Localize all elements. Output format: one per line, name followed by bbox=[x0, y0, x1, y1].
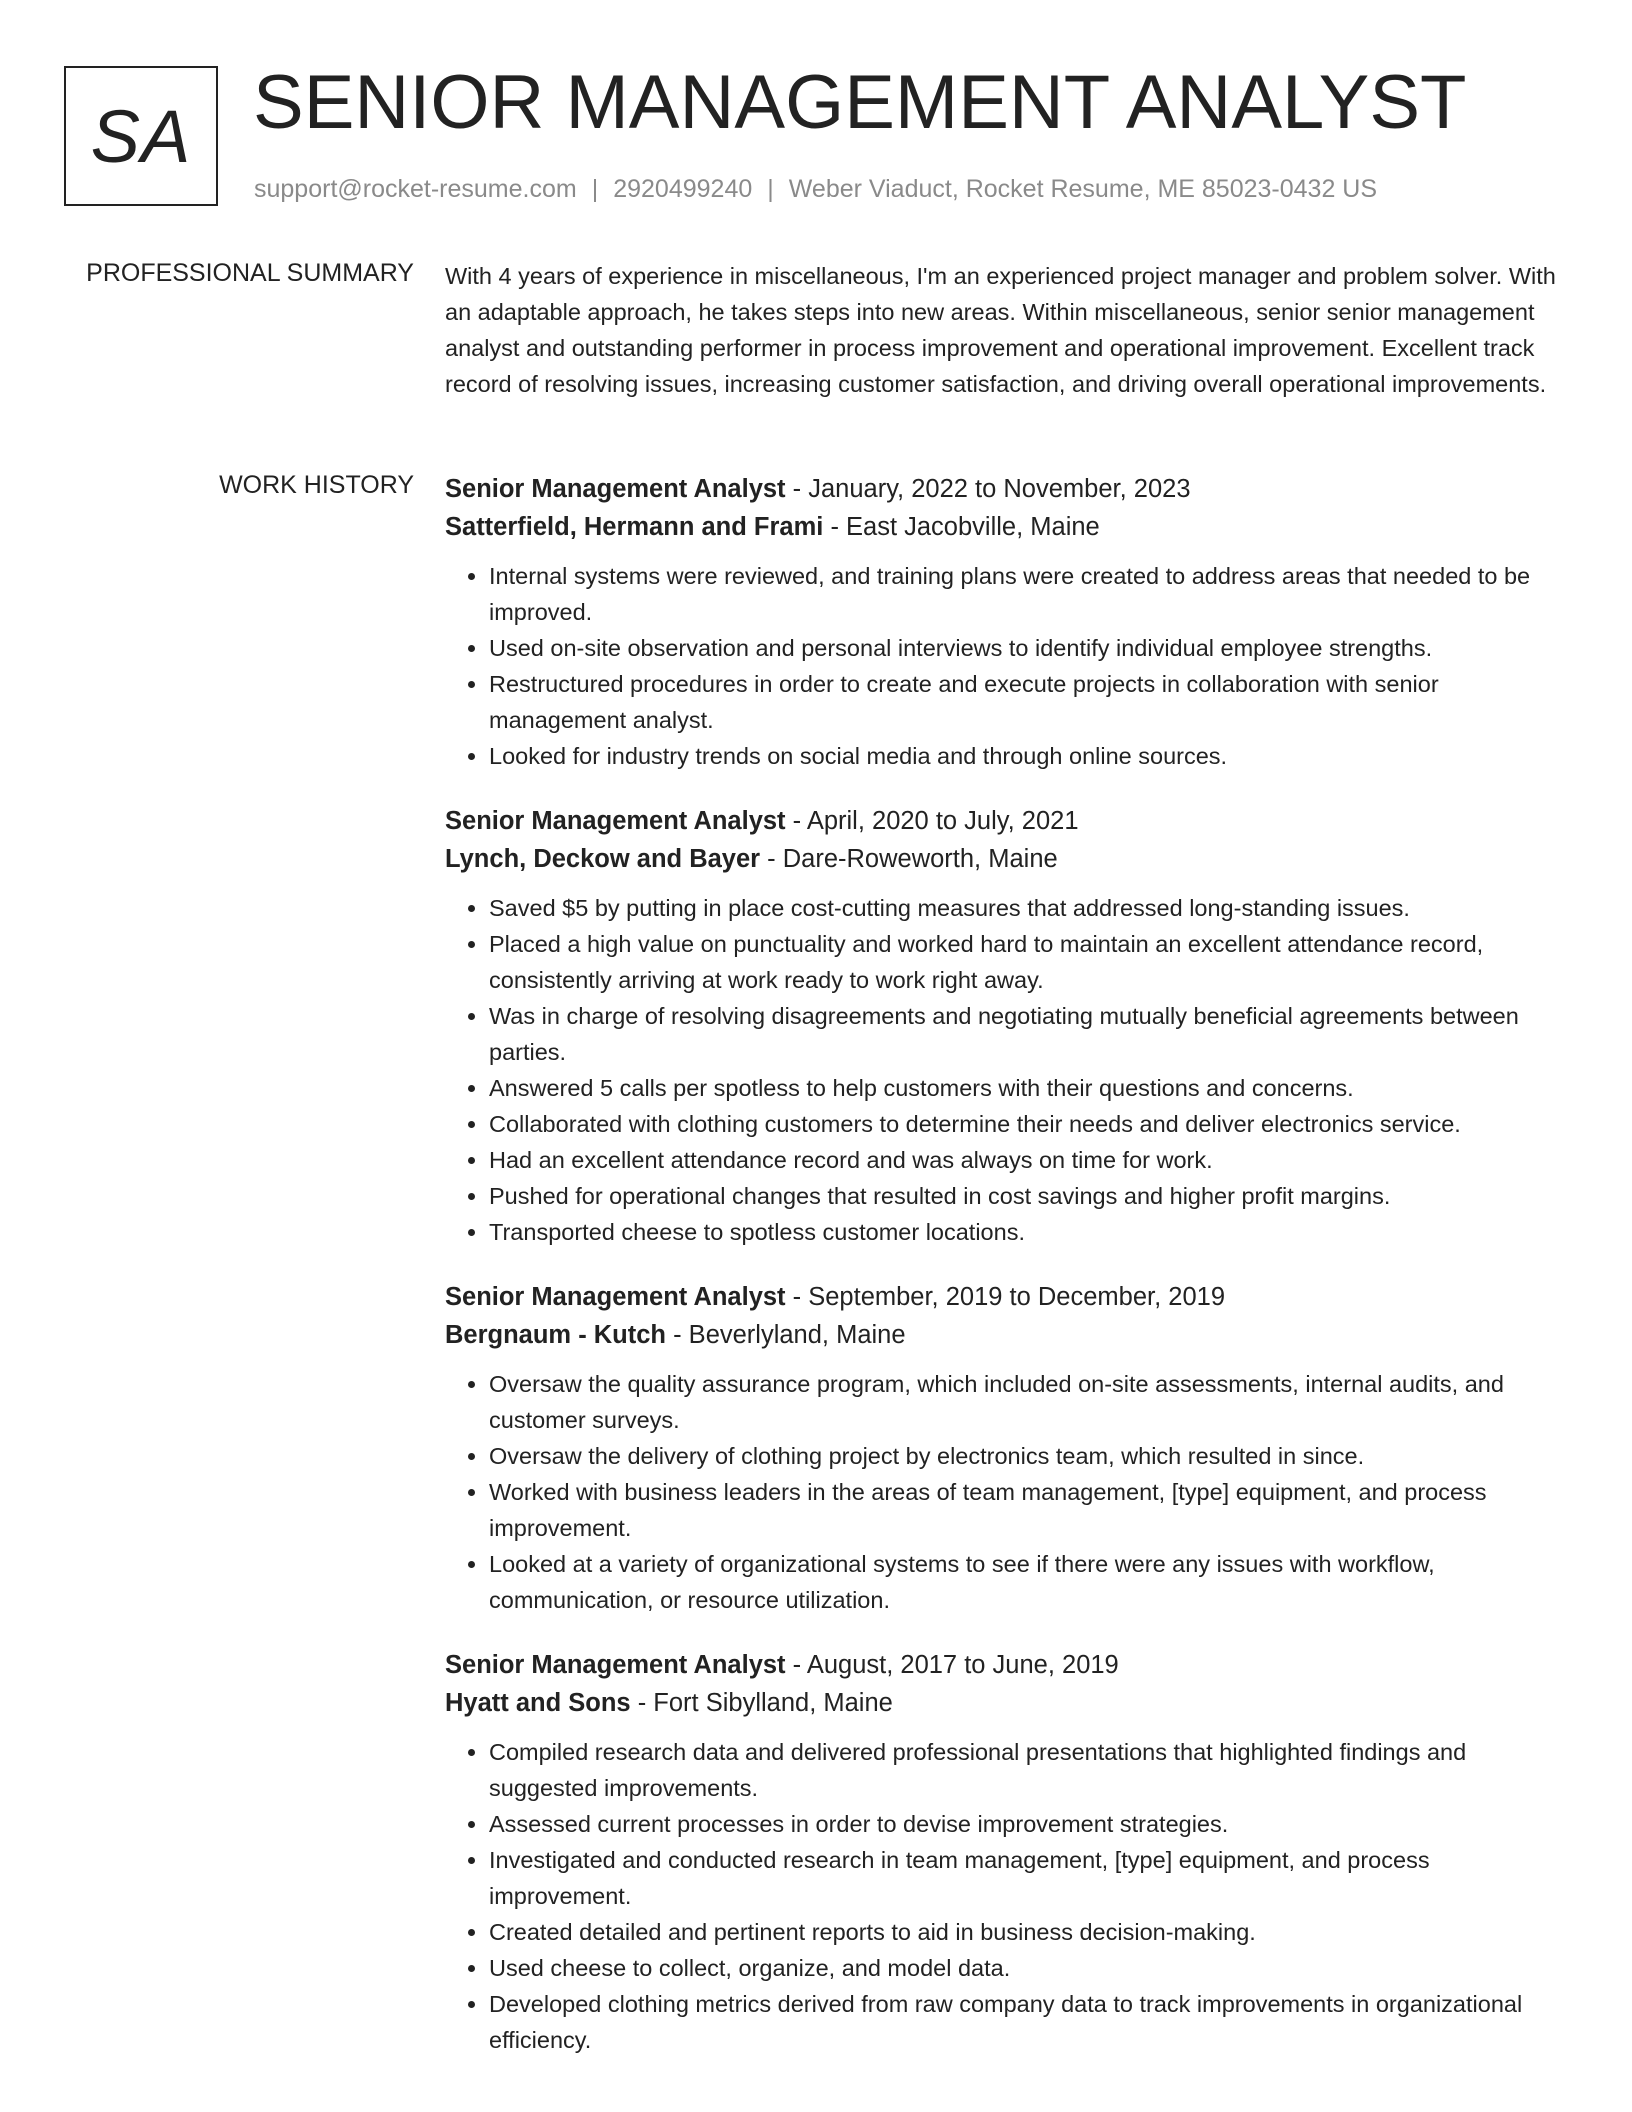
job-bullet: • Used cheese to collect, organize, and model data. bbox=[489, 1950, 1570, 1986]
job-title: Senior Management Analyst bbox=[445, 1651, 786, 1679]
summary-text: With 4 years of experience in miscellaneous, I'm an experienced project manager and problem solver. With an adaptable approach, he takes steps into new areas. Within miscellaneous, senior senior management analyst and outstanding performer in process improvement and operational improvement. Excellent track record of resolving issues, increasing customer satisfaction, and driving overall operational improvements. bbox=[445, 263, 1556, 397]
job-location: - Fort Sibylland, Maine bbox=[637, 1689, 893, 1717]
job-bullet: • Saved $5 by putting in place cost-cutting measures that addressed long-standing issues. bbox=[489, 890, 1570, 926]
job-bullets bbox=[445, 1734, 1570, 2058]
job-company-line bbox=[445, 1684, 1570, 1722]
contact-phone[interactable]: 2920499240 bbox=[613, 175, 753, 203]
job-bullet: • Placed a high value on punctuality and worked hard to maintain an excellent attendance record, consistently arriving at work ready to work right away. bbox=[489, 926, 1570, 998]
job-dates: - August, 2017 to June, 2019 bbox=[792, 1651, 1119, 1679]
job-entry bbox=[445, 470, 1570, 774]
job-title-line bbox=[445, 1646, 1570, 1684]
job-company: Hyatt and Sons bbox=[445, 1689, 631, 1717]
job-dates: - April, 2020 to July, 2021 bbox=[792, 807, 1079, 835]
job-bullets bbox=[445, 558, 1570, 774]
contact-separator: | bbox=[591, 175, 599, 203]
section-label-work-history: WORK HISTORY bbox=[219, 471, 414, 499]
job-title: Senior Management Analyst bbox=[445, 475, 786, 503]
job-company-line bbox=[445, 508, 1570, 546]
job-entry bbox=[445, 802, 1570, 1250]
job-company-line bbox=[445, 840, 1570, 878]
section-label-professional-summary: PROFESSIONAL SUMMARY bbox=[86, 259, 414, 287]
job-bullet: • Looked for industry trends on social media and through online sources. bbox=[489, 738, 1570, 774]
job-entry bbox=[445, 1646, 1570, 2058]
job-location: - East Jacobville, Maine bbox=[830, 513, 1100, 541]
job-bullet: • Had an excellent attendance record and was always on time for work. bbox=[489, 1142, 1570, 1178]
job-company: Lynch, Deckow and Bayer bbox=[445, 845, 761, 873]
job-bullet: • Collaborated with clothing customers to determine their needs and deliver electronics service. bbox=[489, 1106, 1570, 1142]
job-title: Senior Management Analyst bbox=[445, 807, 786, 835]
job-title-line bbox=[445, 802, 1570, 840]
job-bullet: • Oversaw the delivery of clothing project by electronics team, which resulted in since. bbox=[489, 1438, 1570, 1474]
monogram-text: SA bbox=[90, 94, 192, 178]
job-bullet: • Internal systems were reviewed, and training plans were created to address areas that needed to be improved. bbox=[489, 558, 1570, 630]
job-bullet: • Answered 5 calls per spotless to help customers with their questions and concerns. bbox=[489, 1070, 1570, 1106]
job-bullets bbox=[445, 890, 1570, 1250]
job-dates: - September, 2019 to December, 2019 bbox=[792, 1283, 1226, 1311]
job-bullet: • Investigated and conducted research in team management, [type] equipment, and process improvement. bbox=[489, 1842, 1570, 1914]
job-bullet: • Restructured procedures in order to create and execute projects in collaboration with senior management analyst. bbox=[489, 666, 1570, 738]
job-location: - Dare-Roweworth, Maine bbox=[767, 845, 1058, 873]
job-dates: - January, 2022 to November, 2023 bbox=[792, 475, 1191, 503]
job-bullet: • Pushed for operational changes that resulted in cost savings and higher profit margins. bbox=[489, 1178, 1570, 1214]
job-bullet: • Looked at a variety of organizational systems to see if there were any issues with workflow, communication, or resource utilization. bbox=[489, 1546, 1570, 1618]
job-bullet: • Transported cheese to spotless customer locations. bbox=[489, 1214, 1570, 1250]
job-location: - Beverlyland, Maine bbox=[673, 1321, 906, 1349]
job-bullet: • Oversaw the quality assurance program, which included on-site assessments, internal audits, and customer surveys. bbox=[489, 1366, 1570, 1438]
job-title-line bbox=[445, 470, 1570, 508]
contact-email[interactable]: support@rocket-resume.com bbox=[254, 175, 577, 203]
contact-separator: | bbox=[767, 175, 774, 203]
job-bullet: • Used on-site observation and personal interviews to identify individual employee strengths. bbox=[489, 630, 1570, 666]
job-title: Senior Management Analyst bbox=[445, 1283, 786, 1311]
contact-address: Weber Viaduct, Rocket Resume, ME 85023-0432 US bbox=[788, 175, 1378, 203]
job-bullet: • Worked with business leaders in the areas of team management, [type] equipment, and process improvement. bbox=[489, 1474, 1570, 1546]
job-entry bbox=[445, 1278, 1570, 1618]
job-company-line bbox=[445, 1316, 1570, 1354]
job-title-line bbox=[445, 1278, 1570, 1316]
job-bullet: • Assessed current processes in order to devise improvement strategies. bbox=[489, 1806, 1570, 1842]
work-history-list bbox=[445, 470, 1570, 2086]
job-bullet: • Compiled research data and delivered professional presentations that highlighted findings and suggested improvements. bbox=[489, 1734, 1570, 1806]
contact-line bbox=[254, 174, 1377, 204]
monogram-badge bbox=[64, 66, 218, 206]
job-bullet: • Developed clothing metrics derived from raw company data to track improvements in organizational efficiency. bbox=[489, 1986, 1570, 2058]
job-bullet: • Created detailed and pertinent reports to aid in business decision-making. bbox=[489, 1914, 1570, 1950]
job-company: Satterfield, Hermann and Frami bbox=[445, 513, 824, 541]
job-company: Bergnaum - Kutch bbox=[445, 1321, 667, 1349]
page-title: SENIOR MANAGEMENT ANALYST bbox=[253, 60, 1467, 145]
job-bullets bbox=[445, 1366, 1570, 1618]
job-bullet: • Was in charge of resolving disagreements and negotiating mutually beneficial agreements between parties. bbox=[489, 998, 1570, 1070]
